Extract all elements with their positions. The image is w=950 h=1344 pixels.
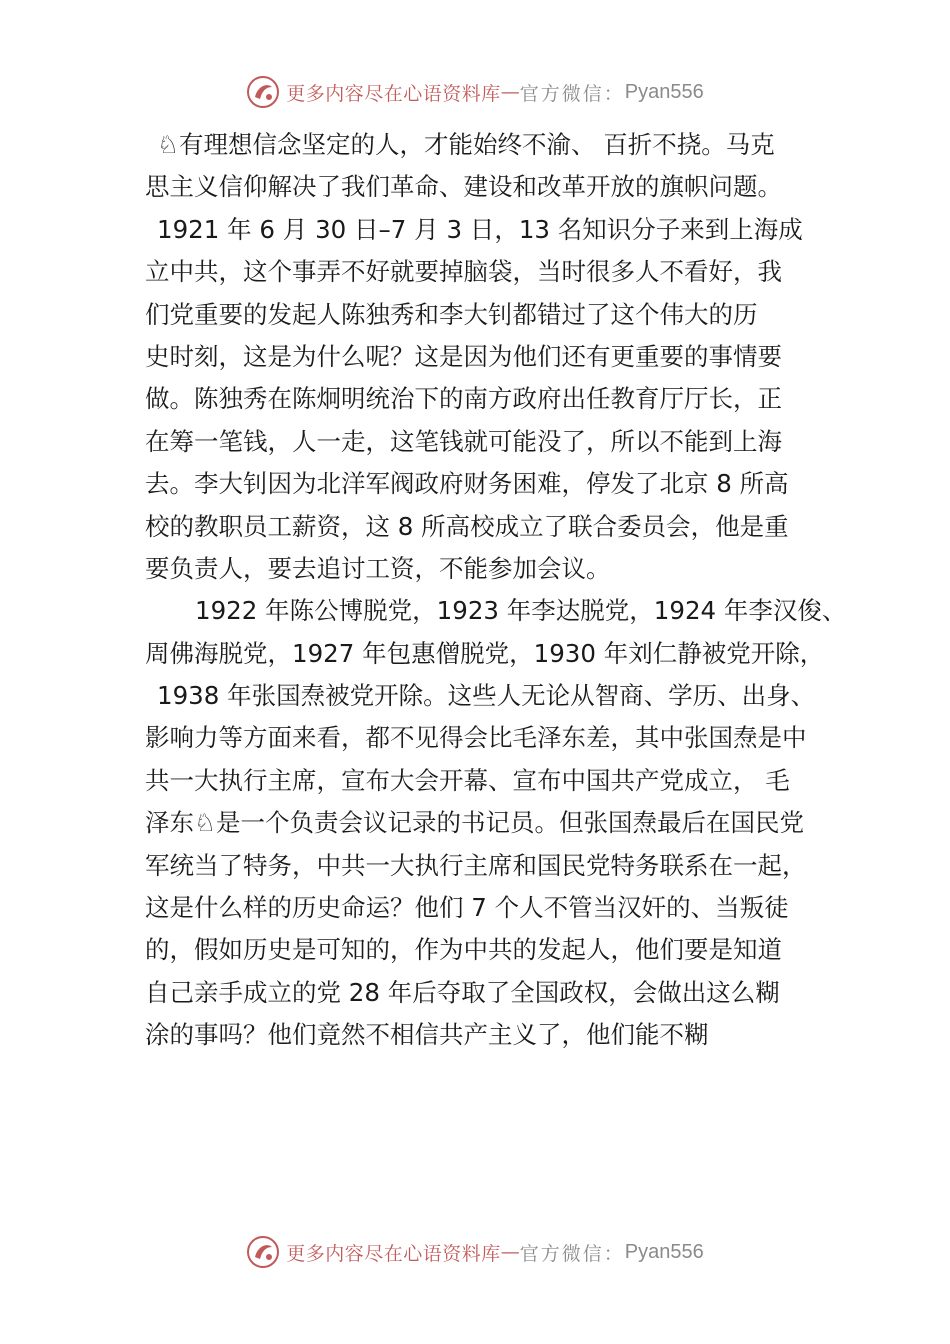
body-line: 校的教职员工薪资，这 8 所高校成立了联合委员会，他是重 [145,511,789,541]
body-line: 做。陈独秀在陈炯明统治下的南方政府出任教育厅厅长，正 [145,384,782,414]
body-line: 1938 年张国焘被党开除。这些人无论从智商、学历、出身、 [157,681,816,711]
body-line: 周佛海脱党，1927 年包惠僧脱党，1930 年刘仁静被党开除， [145,638,825,668]
header-wechat-label: 官方微信： [519,82,625,105]
body-line: 1921 年 6 月 30 日–7 月 3 日，13 名知识分子来到上海成 [157,214,803,244]
body-line: 立中共，这个事弄不好就要掉脑袋，当时很多人不看好，我 [145,257,782,287]
body-line: 泽东♘是一个负责会议记录的书记员。但张国焘最后在国民党 [145,808,804,838]
footer-banner [0,1232,950,1272]
header-wechat-id: Pyan556 [624,80,704,103]
body-line: 要负责人，要去追讨工资，不能参加会议。 [145,553,611,583]
body-line: 史时刻，这是为什么呢？这是因为他们还有更重要的事情要 [145,341,782,371]
body-line: 去。李大钊因为北洋军阀政府财务困难，停发了北京 8 所高 [145,469,789,499]
header-site-text: 更多内容尽在心语资料库 [286,82,501,105]
body-line: 的，假如历史是可知的，作为中共的发起人，他们要是知道 [145,935,782,965]
body-line: 军统当了特务，中共一大执行主席和国民党特务联系在一起， [145,850,807,880]
body-line: 这是什么样的历史命运？他们 7 个人不管当汉奸的、当叛徒 [145,893,789,923]
footer-wechat-label: 官方微信： [519,1242,625,1265]
body-line: 1922 年陈公博脱党，1923 年李达脱党，1924 年李汉俊、 [195,596,847,626]
footer-site-text: 更多内容尽在心语资料库 [286,1242,501,1265]
brand-logo-icon [246,75,280,109]
body-line: 在筹一笔钱，人一走，这笔钱就可能没了，所以不能到上海 [145,426,782,456]
footer-separator: — [500,1241,520,1263]
body-line: 们党重要的发起人陈独秀和李大钊都错过了这个伟大的历 [145,299,758,329]
body-line: 共一大执行主席，宣布大会开幕、宣布中国共产党成立， 毛 [145,765,790,795]
body-line: 影响力等方面来看，都不见得会比毛泽东差，其中张国焘是中 [145,723,807,753]
header-separator: — [500,81,520,103]
body-line: 涂的事吗？他们竟然不相信共产主义了，他们能不糊 [145,1020,709,1050]
brand-logo-icon [246,1235,280,1269]
body-line: 思主义信仰解决了我们革命、建设和改革开放的旗帜问题。 [145,172,782,202]
header-banner [0,72,950,112]
body-line: 自己亲手成立的党 28 年后夺取了全国政权，会做出这么糊 [145,977,780,1007]
footer-wechat-id: Pyan556 [624,1240,704,1263]
document-body [145,124,847,1057]
body-line: ♘有理想信念坚定的人，才能始终不渝、 百折不挠。马克 [157,130,775,159]
